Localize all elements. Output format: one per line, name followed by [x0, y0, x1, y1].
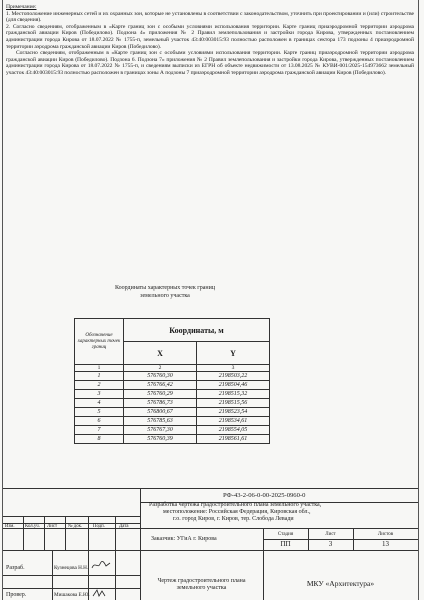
- coordinates-caption-line2: земельного участка: [140, 293, 190, 299]
- notes-block: [6, 4, 414, 77]
- point-x: 576760,29: [124, 390, 197, 399]
- table-row: [75, 399, 270, 408]
- note-3: Согласно сведениям, отображенным в «Карте границ зон с особыми условиями использования территории. Карте границ приаэродромной территории аэродрома гражданской авиации Киров (Победилово). Подзона 6. Подзона 7» приложения № 2 Правил землепользования и застройки города Кирова, утвержденных постановлением администрации города Кирова от 18.07.2022 № 1755-п, и сведениям выписки из ЕГРН об объекте недвижимости от 13.08.2025 № КУВИ-001/2025-154973662 земельный участок 43:40:003015:93 полностью расположен в границах зоны А подзоны 7 приаэродромной территории аэродрома гражданской авиации Киров (Победилово).: [6, 50, 414, 76]
- point-x: 576766,42: [124, 381, 197, 390]
- sheets-label: Листов: [377, 532, 394, 537]
- header-y: Y: [197, 342, 270, 365]
- table-row: [75, 390, 270, 399]
- drawing-title-line1: Чертеж градостроительного плана: [157, 578, 246, 584]
- col-list-label: Лист: [47, 524, 58, 529]
- customer: Заказчик: УГиА г. Кирова: [151, 536, 217, 542]
- organization-name: МКУ «Архитектура»: [306, 579, 375, 588]
- note-2: 2. Согласно сведениям, отображенным в «Карте границ зон с особыми условиями использования территории. Карте границ приаэродромной территории аэродрома гражданской авиации Киров (Победилово). Подзона 4» приложения № 2 Правил землепользования и застройки города Кирова, утвержденных постановлением администрации города Кирова от 18.07.2022 № 1755-п, земельный участок 43:40:003015:93 полностью расположен в границах сектора 173 подзоны 4 приаэродромной территории аэродрома гражданской авиации Киров (Победилово).: [6, 23, 414, 50]
- coordinates-caption: [90, 284, 240, 300]
- note-1: 1. Местоположение инженерных сетей и их охранных зон, которые не установлены в соответствии с законодательством, уточнить при проектировании и (или) строительстве (для сведения).: [6, 10, 414, 24]
- stamp-divider: [88, 516, 89, 600]
- point-x: 576760,30: [124, 372, 197, 381]
- column-index-row: [75, 365, 270, 372]
- table-row: [75, 417, 270, 426]
- stamp-divider: [23, 516, 24, 550]
- stamp-divider: [52, 550, 53, 600]
- table-row: [75, 381, 270, 390]
- developer-name: Кузнецова Н.Н.: [54, 565, 89, 571]
- col-kol-label: Кол.уч.: [25, 524, 40, 529]
- title-block-stamp: [3, 488, 418, 600]
- point-number: 4: [75, 399, 124, 408]
- stamp-divider: [3, 588, 140, 589]
- col-izm-label: Изм.: [5, 524, 15, 529]
- table-row: [75, 435, 270, 444]
- point-x: 576785,63: [124, 417, 197, 426]
- drawing-title-line2: земельного участка: [176, 585, 227, 591]
- frame-right-border: [418, 0, 419, 600]
- stamp-divider: [44, 516, 45, 550]
- table-row: [75, 426, 270, 435]
- stamp-divider: [3, 488, 418, 489]
- column-index: 3: [197, 365, 270, 372]
- stamp-divider: [263, 528, 264, 600]
- point-x: 576767,30: [124, 426, 197, 435]
- document-code: РФ-43-2-06-0-00-2025-0960-0: [223, 492, 306, 499]
- coordinates-caption-line1: Координаты характерных точек границ: [114, 285, 216, 291]
- checker-name: Мишакова Е.Ю.: [54, 592, 90, 598]
- developer-signature: [91, 560, 111, 570]
- stamp-divider: [3, 550, 418, 551]
- table-row: [75, 408, 270, 417]
- point-y: 2198503,22: [197, 372, 270, 381]
- role-checker: Провер.: [6, 592, 27, 598]
- point-y: 2198523,54: [197, 408, 270, 417]
- point-y: 2198515,32: [197, 390, 270, 399]
- stage-label: Стадия: [277, 532, 294, 537]
- sheets-value: 13: [382, 540, 389, 548]
- point-number: 8: [75, 435, 124, 444]
- table-row: [75, 372, 270, 381]
- project-description-line3: г.о. город Киров, г. Киров, тер. Слобода Левади: [173, 516, 294, 522]
- stamp-divider: [65, 516, 66, 550]
- header-x: X: [124, 342, 197, 365]
- point-number: 3: [75, 390, 124, 399]
- coordinates-table: [74, 318, 270, 444]
- point-y: 2198504,46: [197, 381, 270, 390]
- project-description-line1: Разработка чертежа градостроительного плана земельного участка,: [149, 502, 322, 508]
- checker-signature: [91, 588, 111, 598]
- stage-value: ПП: [280, 540, 291, 548]
- point-number: 1: [75, 372, 124, 381]
- point-number: 6: [75, 417, 124, 426]
- point-number: 2: [75, 381, 124, 390]
- project-description-line2: местоположение: Российская Федерация, Кировская обл.,: [163, 509, 311, 515]
- point-y: 2198554,05: [197, 426, 270, 435]
- point-y: 2198515,56: [197, 399, 270, 408]
- stamp-divider: [115, 516, 116, 600]
- point-number: 7: [75, 426, 124, 435]
- sheet-label: Лист: [325, 532, 336, 537]
- notes-title: Примечание:: [6, 4, 37, 10]
- header-coordinates: Координаты, м: [124, 319, 270, 342]
- col-data-label: Дата: [119, 524, 129, 529]
- sheet-value: 3: [328, 540, 333, 548]
- column-index: 1: [75, 365, 124, 372]
- point-y: 2198561,61: [197, 435, 270, 444]
- point-y: 2198534,61: [197, 417, 270, 426]
- column-index: 2: [124, 365, 197, 372]
- point-number: 5: [75, 408, 124, 417]
- point-x: 576800,67: [124, 408, 197, 417]
- role-developer: Разраб.: [6, 565, 25, 571]
- stamp-divider: [3, 575, 140, 576]
- col-podp-label: Подп.: [93, 524, 105, 529]
- point-x: 576760,39: [124, 435, 197, 444]
- header-point-designation: Обозначение характерных точек границ: [75, 319, 124, 365]
- point-x: 576786,73: [124, 399, 197, 408]
- col-ndok-label: № док.: [68, 524, 83, 529]
